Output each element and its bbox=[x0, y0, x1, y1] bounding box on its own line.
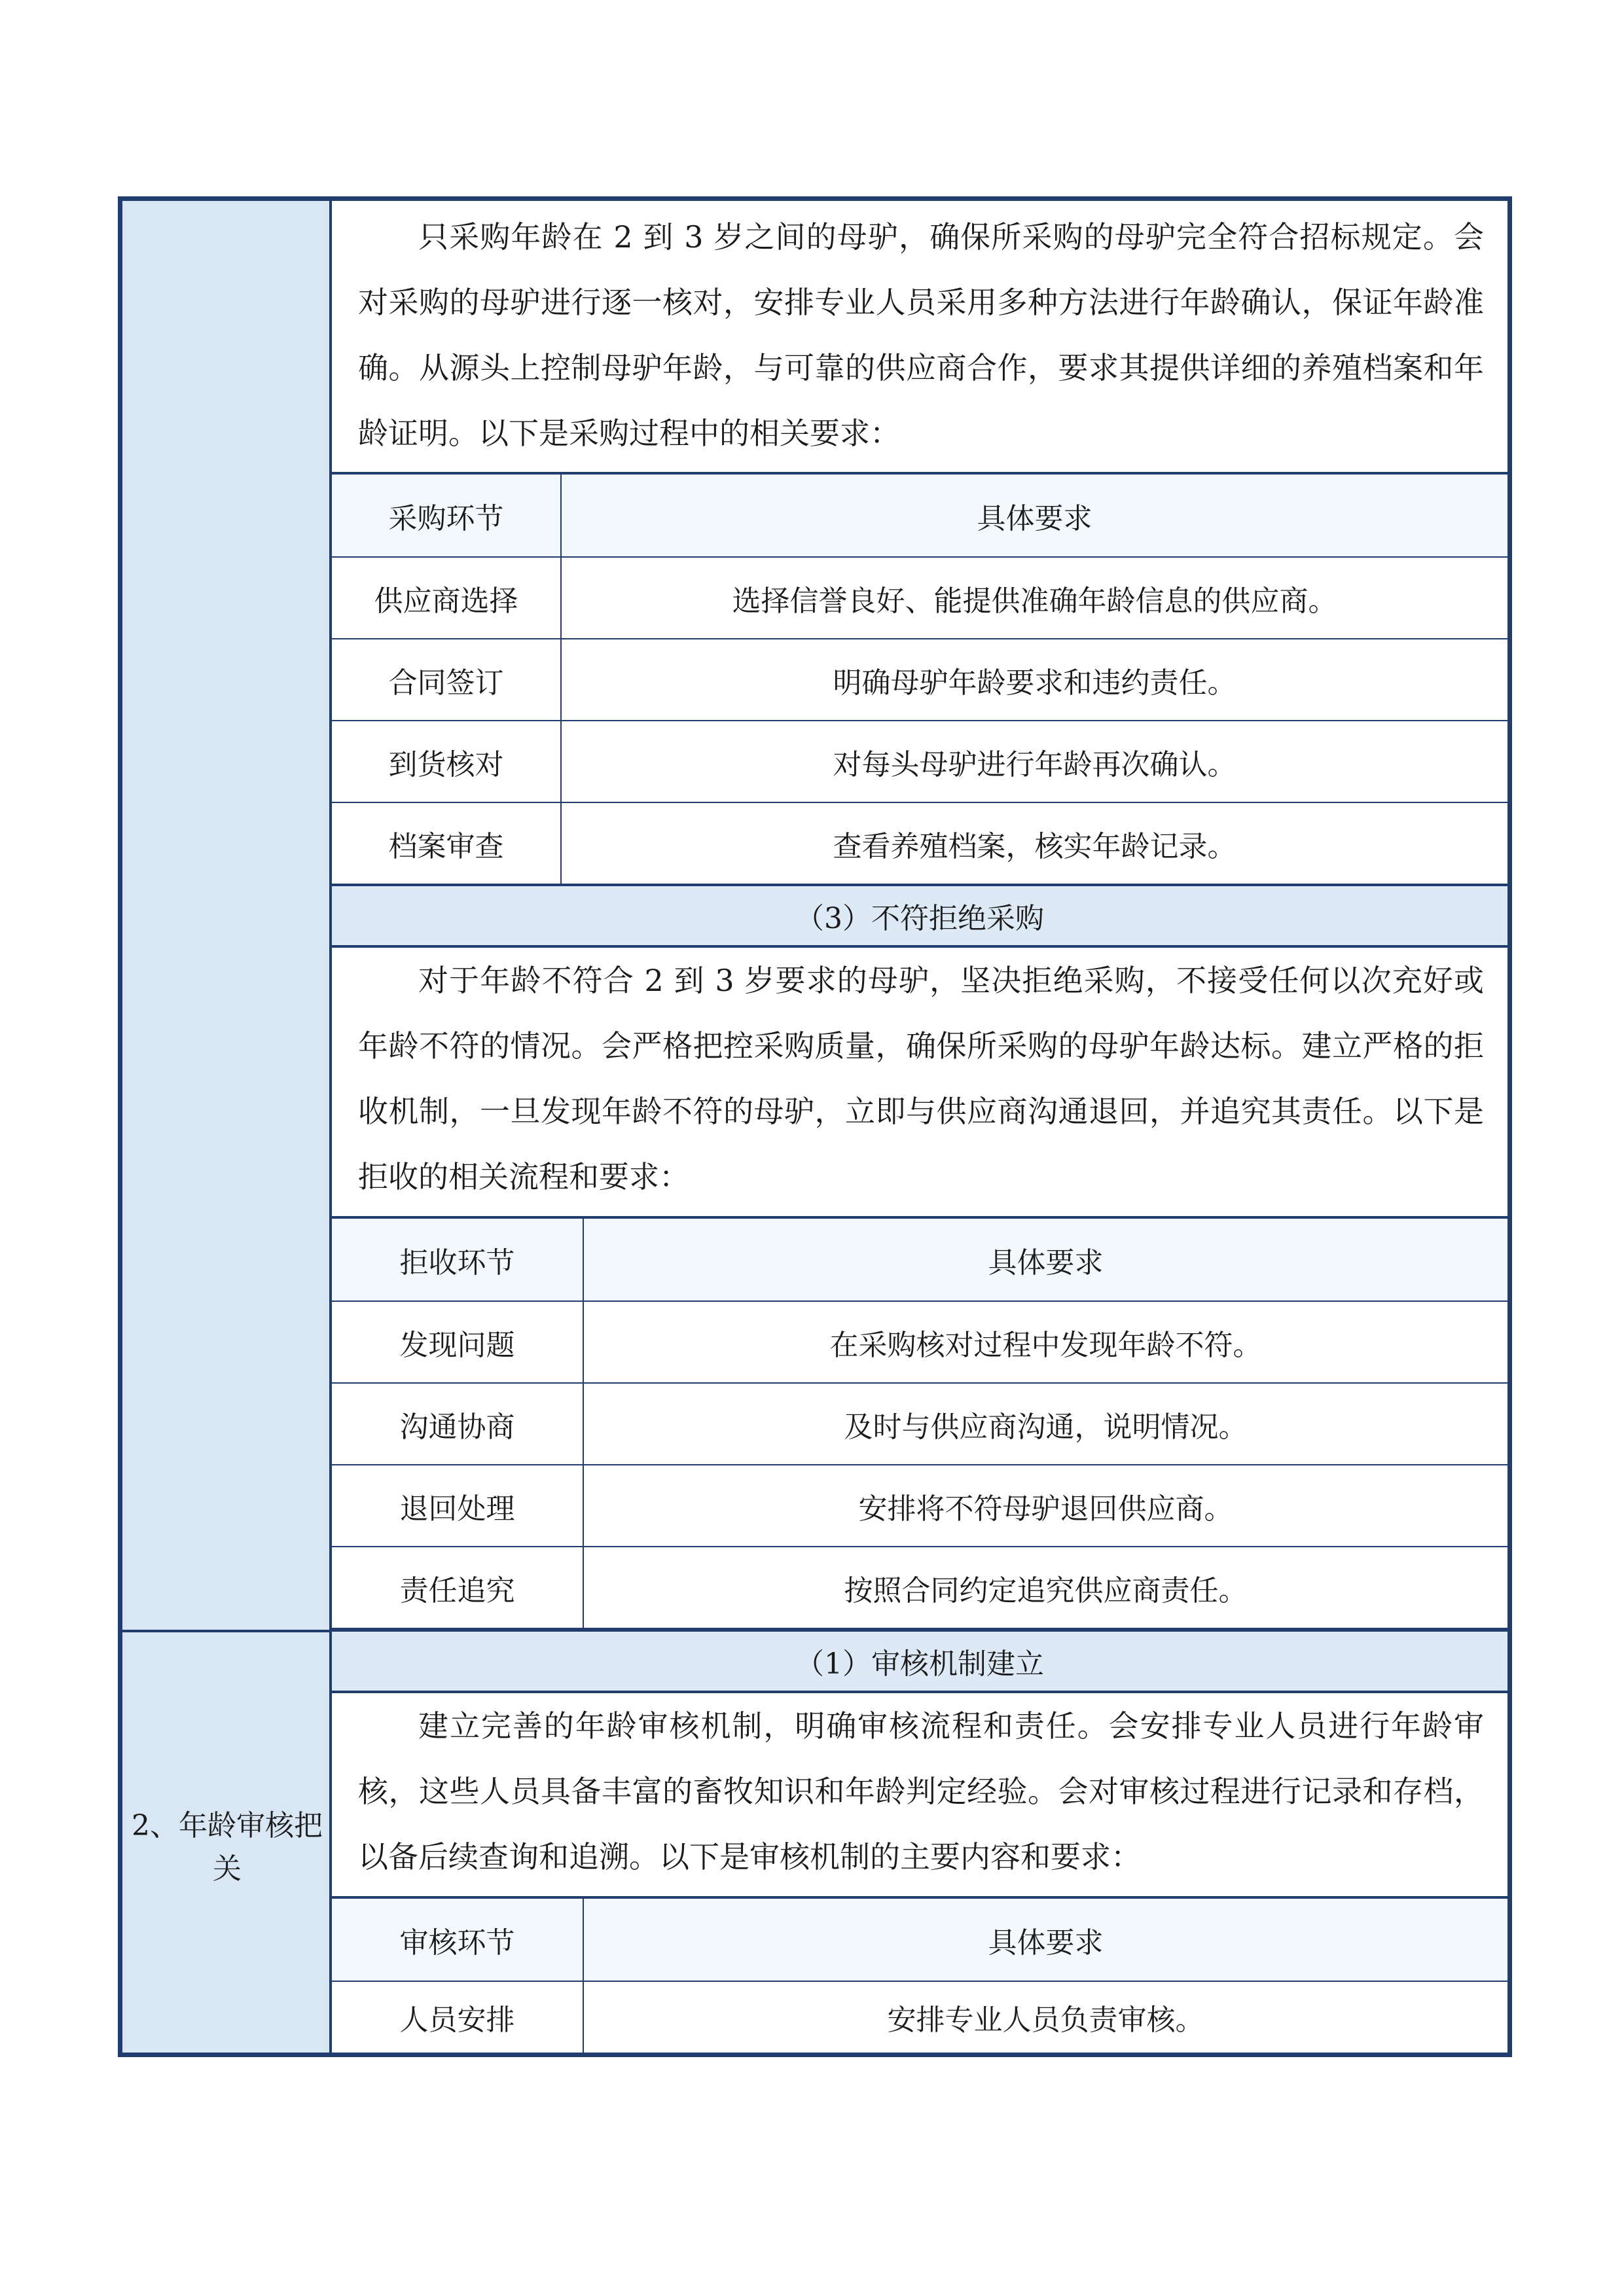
procurement-paragraph bbox=[332, 204, 1507, 472]
table-cell: 到货核对 bbox=[332, 721, 562, 802]
table-cell: 选择信誉良好、能提供准确年龄信息的供应商。 bbox=[732, 584, 1337, 618]
audit-paragraph bbox=[332, 1693, 1507, 1896]
table-cell: 按照合同约定追究供应商责任。 bbox=[844, 1573, 1248, 1607]
reject-paragraph-text: 对于年龄不符合 2 到 3 岁要求的母驴，坚决拒绝采购，不接受任何以次充好或年龄不符的情况。会严格把控采购质量，确保所采购的母驴年龄达标。建立严格的拒收机制，一旦发现年龄不符的母驴，立即与供应商沟通退回，并追究其责任。以下是拒收的相关流程和要求： bbox=[358, 963, 1484, 1194]
left-label-column bbox=[122, 201, 332, 2053]
table-cell: 安排将不符母驴退回供应商。 bbox=[858, 1492, 1233, 1526]
table-cell: 安排专业人员负责审核。 bbox=[887, 2003, 1204, 2037]
table-row bbox=[332, 1382, 1507, 1464]
table-cell: 沟通协商 bbox=[332, 1384, 584, 1464]
table-row bbox=[332, 1546, 1507, 1628]
side-label-age-review: 2、年龄审核把关 bbox=[132, 1809, 323, 1886]
column-header: 具体要求 bbox=[988, 1246, 1104, 1280]
table-row bbox=[332, 638, 1507, 720]
left-row-divider bbox=[122, 1630, 329, 1632]
section-title-reject: （3）不符拒绝采购 bbox=[332, 886, 1507, 945]
column-header: 具体要求 bbox=[977, 501, 1092, 535]
table-cell: 合同签订 bbox=[332, 639, 562, 720]
table-row bbox=[332, 556, 1507, 638]
procurement-paragraph-text: 只采购年龄在 2 到 3 岁之间的母驴，确保所采购的母驴完全符合招标规定。会对采购的母驴进行逐一核对，安排专业人员采用多种方法进行年龄确认，保证年龄准确。从源头上控制母驴年龄，与可靠的供应商合作，要求其提供详细的养殖档案和年龄证明。以下是采购过程中的相关要求： bbox=[358, 219, 1484, 451]
table-row bbox=[332, 1464, 1507, 1546]
table-cell: 在采购核对过程中发现年龄不符。 bbox=[829, 1328, 1262, 1362]
table-cell: 及时与供应商沟通，说明情况。 bbox=[844, 1410, 1248, 1444]
table-row bbox=[332, 1300, 1507, 1382]
document-table-frame bbox=[118, 196, 1512, 2057]
column-header: 拒收环节 bbox=[332, 1219, 584, 1300]
table-cell: 人员安排 bbox=[332, 1982, 584, 2053]
column-header: 采购环节 bbox=[332, 475, 562, 556]
table-cell: 发现问题 bbox=[332, 1302, 584, 1382]
table-row bbox=[332, 720, 1507, 802]
column-header: 具体要求 bbox=[988, 1926, 1104, 1960]
column-header: 审核环节 bbox=[332, 1899, 584, 1981]
procurement-table-header bbox=[332, 475, 1507, 556]
audit-table-header bbox=[332, 1899, 1507, 1981]
section-title-audit: （1）审核机制建立 bbox=[332, 1632, 1507, 1691]
table-cell: 查看养殖档案，核实年龄记录。 bbox=[833, 829, 1236, 863]
table-cell: 档案审查 bbox=[332, 803, 562, 884]
table-row bbox=[332, 1981, 1507, 2053]
table-cell: 责任追究 bbox=[332, 1547, 584, 1628]
table-row bbox=[332, 802, 1507, 884]
table-cell: 明确母驴年龄要求和违约责任。 bbox=[833, 666, 1236, 700]
reject-paragraph bbox=[332, 948, 1507, 1216]
audit-paragraph-text: 建立完善的年龄审核机制，明确审核流程和责任。会安排专业人员进行年龄审核，这些人员具备丰富的畜牧知识和年龄判定经验。会对审核过程进行记录和存档，以备后续查询和追溯。以下是审核机制的主要内容和要求： bbox=[358, 1708, 1484, 1874]
table-cell: 供应商选择 bbox=[332, 558, 562, 638]
table-cell: 对每头母驴进行年龄再次确认。 bbox=[833, 747, 1236, 781]
table-cell: 退回处理 bbox=[332, 1465, 584, 1546]
reject-table-header bbox=[332, 1219, 1507, 1300]
